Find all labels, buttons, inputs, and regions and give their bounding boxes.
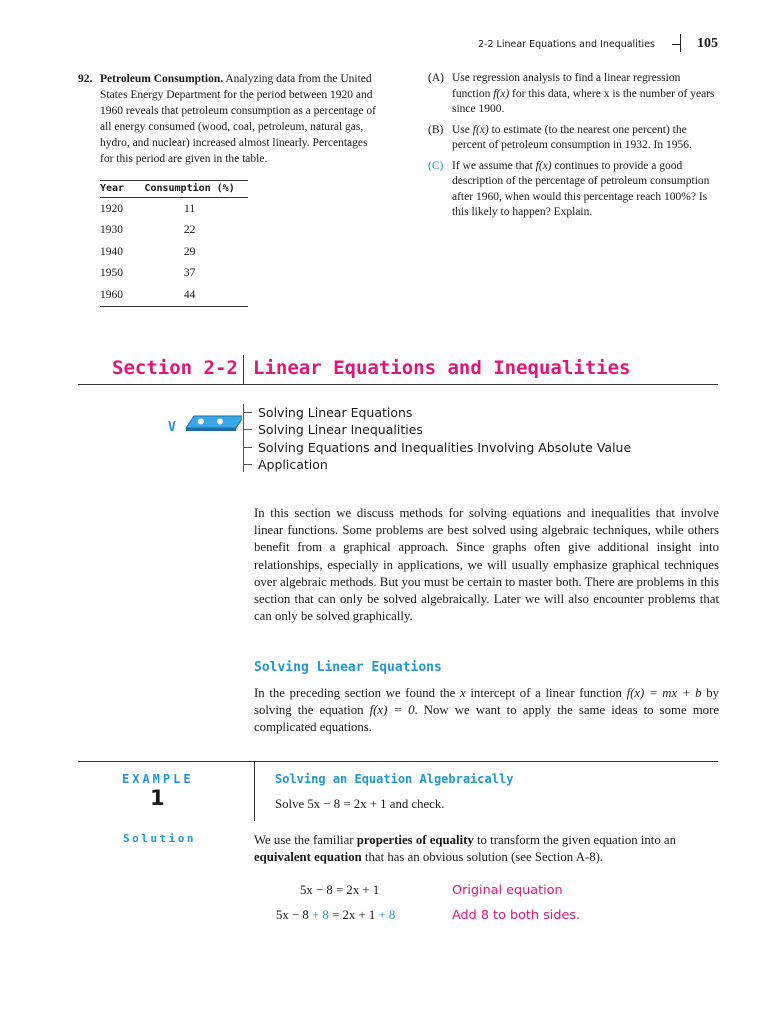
value-cell: 29 <box>183 245 196 258</box>
consumption-table <box>100 180 248 307</box>
section-divider <box>243 355 244 385</box>
eq-highlight: + 8 <box>378 908 396 922</box>
subsection-heading: Solving Linear Equations <box>254 660 442 675</box>
text: We use the familiar <box>254 833 357 847</box>
topic-item: Solving Linear Inequalities <box>244 421 631 438</box>
function-notation: f(x) <box>493 87 510 100</box>
video-letter: V <box>168 420 176 435</box>
value-cell: 37 <box>183 267 196 280</box>
topic-item: Solving Equations and Inequalities Involving Absolute Value <box>244 439 631 456</box>
variable: x <box>460 686 466 700</box>
page-number: 105 <box>697 36 718 51</box>
problem-text: Analyzing data from the United States Energy Department for the period between 1920 and 1960 reveals that petroleum consumption as a percentage of all energy consumed (wood, coal, petroleum, natural gas, hydro, and nuclear) increased almost linearly. Percentages for this period are given in the table. <box>100 73 376 165</box>
eq-highlight: + 8 <box>312 908 329 922</box>
part-text: If we assume that <box>452 159 536 172</box>
table-row <box>100 198 248 220</box>
year-cell: 1930 <box>100 224 123 237</box>
header-tick <box>672 44 681 45</box>
bold-term: equivalent equation <box>254 850 362 865</box>
part-label: (C) <box>428 159 444 172</box>
value-cell: 22 <box>183 224 196 237</box>
year-cell: 1940 <box>100 245 123 258</box>
function-notation: f(x) <box>535 159 552 172</box>
function-notation: f(x) <box>472 123 489 136</box>
running-head: 2-2 Linear Equations and Inequalities <box>478 39 655 50</box>
part-c <box>428 159 718 221</box>
section-title: Linear Equations and Inequalities <box>253 357 631 379</box>
part-text: for this data, where x is the number of years since 1900. <box>452 87 715 115</box>
math-expression: f(x) = 0 <box>369 703 415 718</box>
equation-step-1: 5x − 8 = 2x + 1 <box>300 883 380 897</box>
text: to transform the given equation into an <box>473 833 677 847</box>
part-text: continues to provide a good description of the percentage of petroleum consumption after 1960, when would this percentage reach 100%? Is this likely to happen? Explain. <box>452 159 710 218</box>
example-divider <box>254 761 255 821</box>
example-prompt: Solve 5x − 8 = 2x + 1 and check. <box>275 797 445 811</box>
example-label: EXAMPLE <box>122 772 194 786</box>
part-text: to estimate (to the nearest one percent) the percent of petroleum consumption in 1932. In 1956. <box>452 123 692 151</box>
table-header-year: Year <box>100 181 131 198</box>
section-label: Section 2-2 <box>112 357 238 379</box>
solution-label: Solution <box>123 832 196 845</box>
text: In the preceding section we found the <box>254 686 461 700</box>
table-row <box>100 263 248 285</box>
solution-paragraph <box>254 832 719 866</box>
part-text: Use regression analysis to find a linear regression function <box>452 72 681 100</box>
math-expression: f(x) = mx + b <box>626 686 702 700</box>
example-title: Solving an Equation Algebraically <box>275 772 514 786</box>
value-cell: 44 <box>131 284 248 306</box>
problem-number: 92. <box>78 73 93 85</box>
table-row <box>100 220 248 242</box>
year-cell: 1920 <box>100 202 123 215</box>
problem-92 <box>78 71 378 167</box>
bold-term: properties of equality <box>356 833 474 847</box>
part-label: (A) <box>428 72 444 84</box>
eq-part: = 2x + 1 <box>328 908 379 922</box>
value-cell: 11 <box>184 202 196 215</box>
step-note-2: Add 8 to both sides. <box>452 908 581 923</box>
topic-item: Solving Linear Equations <box>244 404 631 421</box>
intro-paragraph: In this section we discuss methods for solving equations and inequalities that involve linear functions. Some problems are best solved using algebraic techniques, while others benefit from a graphical approach. Since graphs often give additional insight into relationships, especially in applications, we will usually emphasize graphical techniques over algebraic methods. But you must be certain to master both. There are problems in this section that can only be solved algebraically. Later we will also encounter problems that can only be solved graphically. <box>254 506 719 624</box>
problem-parts <box>428 71 718 226</box>
eq-part: 5x − 8 <box>276 908 313 922</box>
text: by solving the equation <box>254 686 720 718</box>
table-header-consumption: Consumption (%) <box>131 181 248 198</box>
topic-item: Application <box>244 456 631 473</box>
year-cell: 1950 <box>100 267 123 280</box>
part-text: Use <box>452 123 473 136</box>
part-a <box>428 71 718 118</box>
table-row <box>100 241 248 263</box>
text: . Now we want to apply the same ideas to some more complicated equations. <box>254 703 720 735</box>
subsection-paragraph <box>254 685 719 737</box>
topic-list <box>244 404 631 473</box>
part-label: (B) <box>428 123 444 136</box>
section-rule <box>78 384 718 385</box>
step-note-1: Original equation <box>452 883 563 898</box>
example-number: 1 <box>150 786 165 810</box>
table-row <box>100 284 248 306</box>
problem-title: Petroleum Consumption. <box>100 73 224 85</box>
video-tape-icon <box>168 408 242 441</box>
header-rule <box>680 34 681 52</box>
text: intercept of a linear function <box>465 686 627 700</box>
equation-step-2 <box>276 908 395 923</box>
example-rule <box>78 761 718 762</box>
text: that has an obvious solution (see Section A-8). <box>361 850 604 865</box>
year-cell: 1960 <box>100 284 131 306</box>
part-b <box>428 123 718 154</box>
